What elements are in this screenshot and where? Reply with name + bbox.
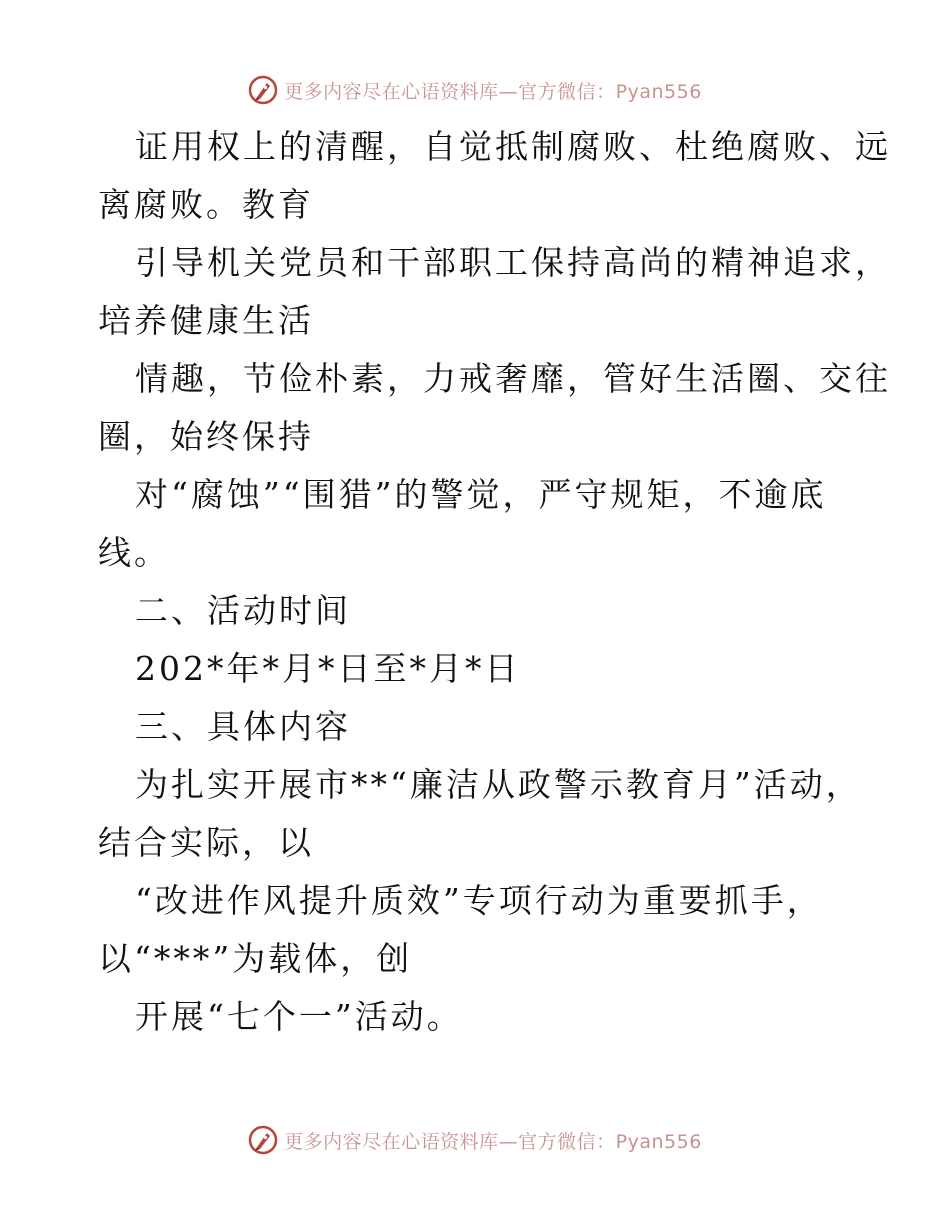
body-line: 开展“七个一”活动。 xyxy=(135,997,463,1036)
body-line: 线。 xyxy=(98,533,170,572)
footer-banner-text: 更多内容尽在心语资料库—官方微信：Pyan556 xyxy=(284,1130,702,1153)
section-heading-specific-content: 三、具体内容 xyxy=(135,707,351,746)
body-line: 培养健康生活 xyxy=(98,301,314,340)
header-banner xyxy=(0,72,950,108)
body-line: “改进作风提升质效”专项行动为重要抓手， xyxy=(135,881,823,920)
body-line: 离腐败。教育 xyxy=(98,185,314,224)
body-line: 结合实际，以 xyxy=(98,823,314,862)
header-banner-text: 更多内容尽在心语资料库—官方微信：Pyan556 xyxy=(284,80,702,103)
body-line: 为扎实开展市**“廉洁从政警示教育月”活动， xyxy=(135,765,862,804)
section-heading-activity-time: 二、活动时间 xyxy=(135,591,351,630)
body-line: 情趣，节俭朴素，力戒奢靡，管好生活圈、交往 xyxy=(135,359,891,398)
pen-nib-logo-icon xyxy=(248,75,278,105)
body-line: 证用权上的清醒，自觉抵制腐败、杜绝腐败、远 xyxy=(135,127,891,166)
body-line: 圈，始终保持 xyxy=(98,417,314,456)
activity-date-range: 202*年*月*日至*月*日 xyxy=(135,649,521,688)
body-line: 引导机关党员和干部职工保持高尚的精神追求， xyxy=(135,243,891,282)
footer-banner xyxy=(0,1122,950,1158)
document-body xyxy=(98,118,891,1046)
body-line: 对“腐蚀”“围猎”的警觉，严守规矩，不逾底 xyxy=(135,475,827,514)
pen-nib-logo-icon xyxy=(248,1125,278,1155)
body-line: 以“***”为载体，创 xyxy=(98,939,413,978)
